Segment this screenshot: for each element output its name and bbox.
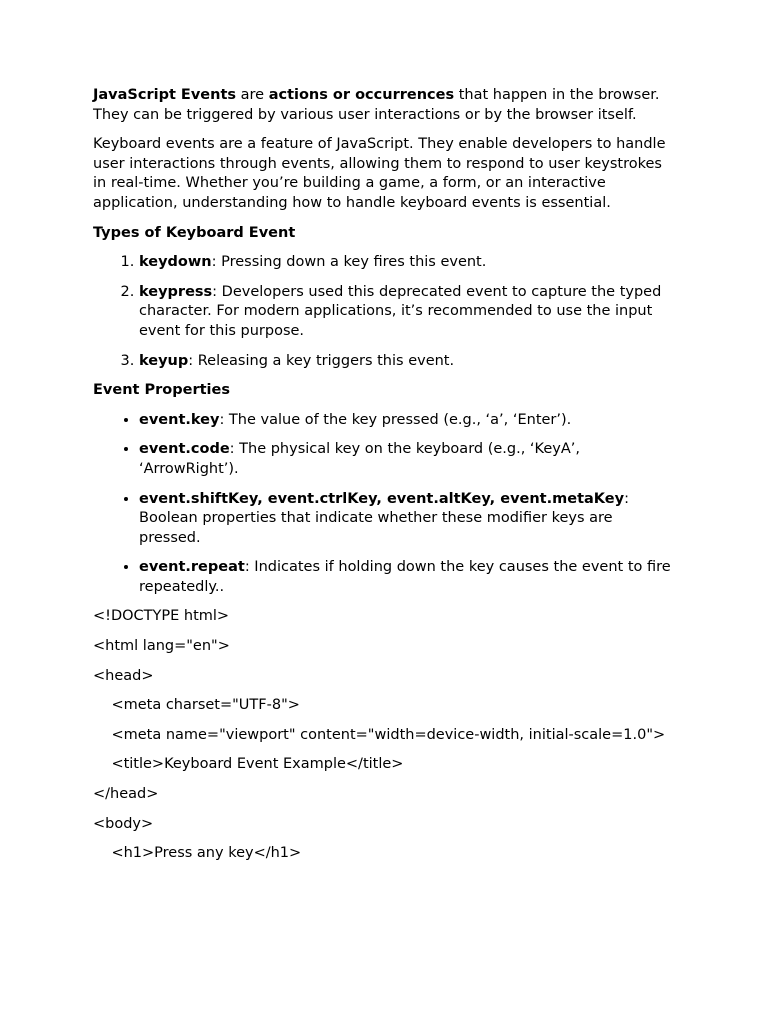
intro-term: JavaScript Events	[93, 87, 237, 103]
code-line: <meta charset="UTF-8">	[93, 697, 300, 714]
code-listing	[93, 607, 678, 863]
list-item	[139, 411, 678, 431]
intro-term2: actions or occurrences	[268, 87, 455, 103]
intro-mid: are	[236, 87, 269, 103]
document-content	[93, 86, 678, 874]
code-line: <body>	[93, 815, 154, 832]
code-line: <h1>Press any key</h1>	[93, 845, 302, 862]
property-desc: : The physical key on the keyboard (e.g., ‘KeyA’, ‘ArrowRight’).	[139, 441, 580, 477]
list-item	[139, 440, 678, 479]
code-line: <title>Keyboard Event Example</title>	[93, 756, 404, 773]
intro-paragraph	[93, 86, 678, 125]
type-term: keydown	[139, 254, 212, 271]
properties-heading: Event Properties	[93, 382, 230, 399]
code-line: <meta name="viewport" content="width=device-width, initial-scale=1.0">	[93, 726, 666, 743]
type-desc: : Pressing down a key fires this event.	[211, 254, 487, 271]
types-list	[93, 253, 678, 371]
list-item	[139, 558, 678, 597]
code-line: <head>	[93, 667, 154, 684]
list-item	[139, 352, 678, 372]
property-term: event.code	[139, 441, 230, 458]
property-term: event.shiftKey, event.ctrlKey, event.altKey, event.metaKey	[139, 490, 625, 507]
list-item	[139, 490, 678, 549]
property-desc: : The value of the key pressed (e.g., ‘a’, ‘Enter’).	[219, 411, 572, 428]
property-desc: : Boolean properties that indicate whether these modifier keys are pressed.	[139, 490, 629, 546]
type-term: keyup	[139, 352, 189, 369]
list-item	[139, 253, 678, 273]
intro-rest: that happen in the browser. They can be triggered by various user interactions or by the browser itself.	[93, 87, 660, 123]
type-term: keypress	[139, 283, 213, 300]
type-desc: : Releasing a key triggers this event.	[188, 352, 455, 369]
code-line: <html lang="en">	[93, 638, 230, 655]
code-line: <!DOCTYPE html>	[93, 608, 230, 625]
property-desc: : Indicates if holding down the key causes the event to fire repeatedly..	[139, 559, 671, 595]
type-desc: : Developers used this deprecated event to capture the typed character. For modern applications, it’s recommended to use the input event for this purpose.	[139, 283, 662, 339]
properties-list	[93, 411, 678, 598]
property-term: event.repeat	[139, 559, 245, 576]
code-line: </head>	[93, 786, 159, 803]
property-term: event.key	[139, 411, 220, 428]
list-item	[139, 283, 678, 342]
keyboard-events-paragraph: Keyboard events are a feature of JavaScript. They enable developers to handle user interactions through events, allowing them to respond to user keystrokes in real-time. Whether you’re building a game, a form, or an interactive application, understanding how to handle keyboard events is essential.	[93, 136, 666, 211]
types-heading: Types of Keyboard Event	[93, 224, 296, 241]
